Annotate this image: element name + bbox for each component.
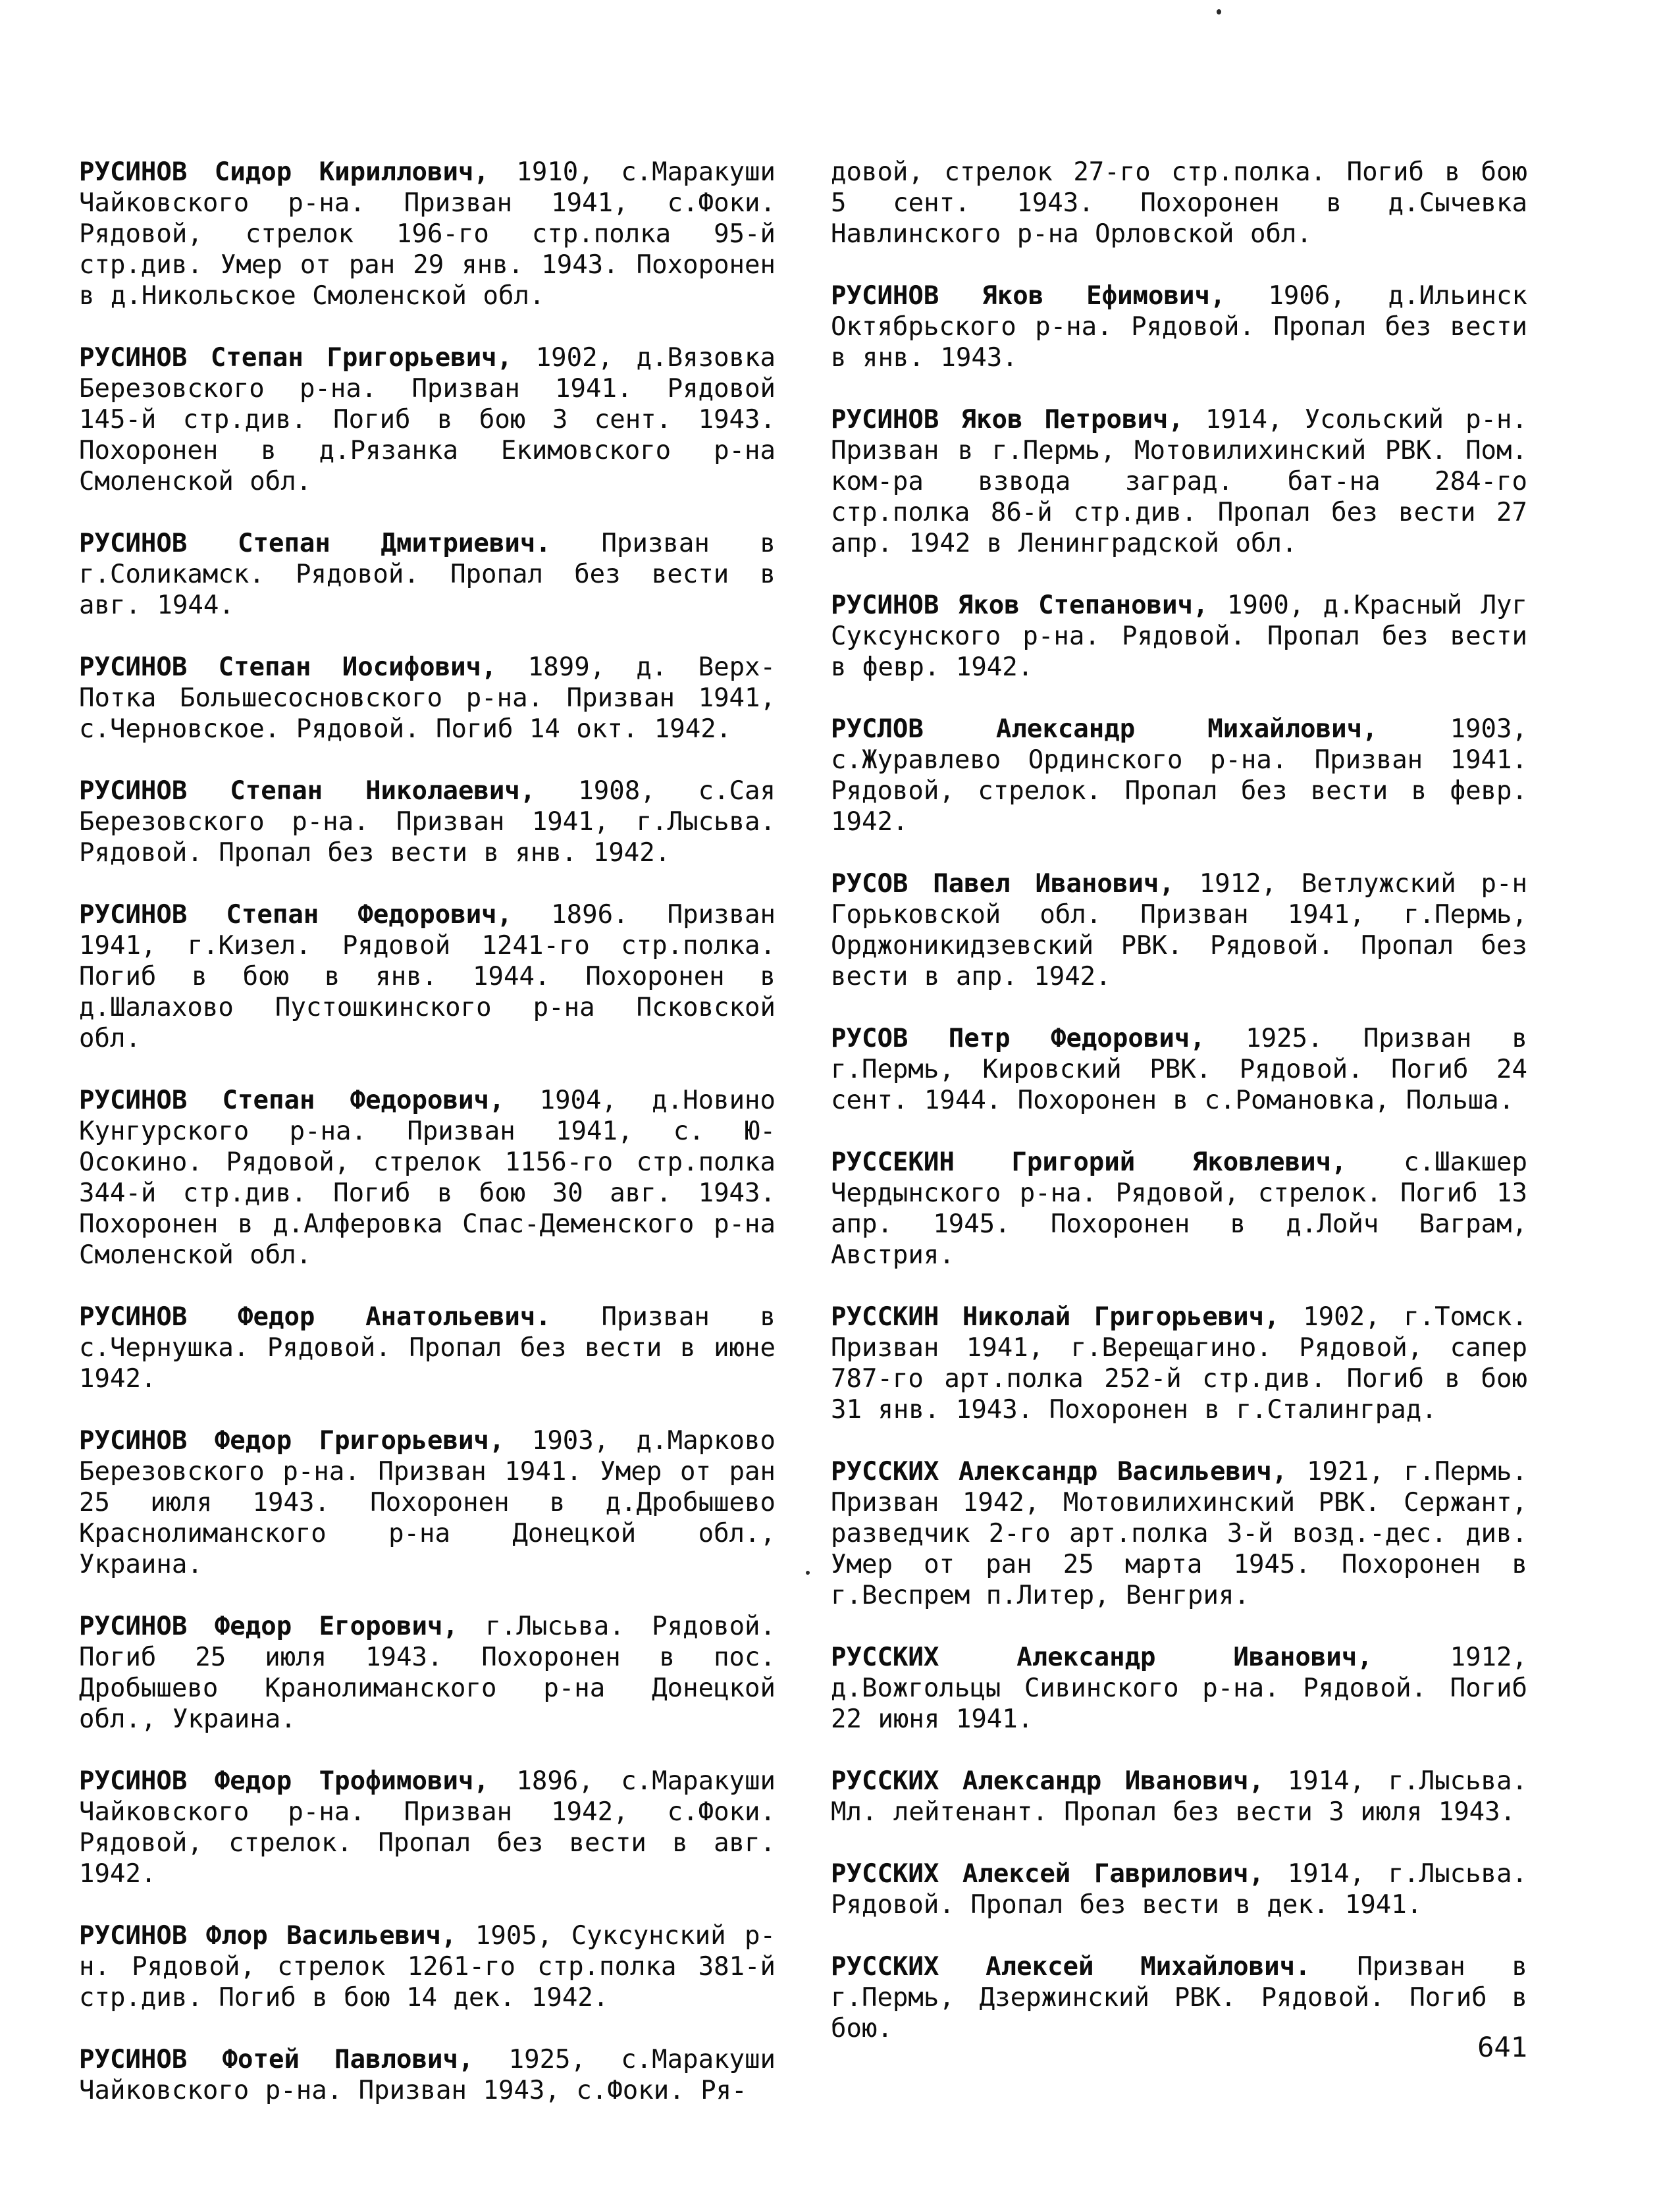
- entry-person-name: РУСИНОВ Степан Федорович,: [79, 900, 513, 930]
- memorial-entry: [831, 1302, 1527, 1425]
- memorial-entry: [831, 590, 1527, 683]
- entry-text: 1902, г.Томск. Призван 1941, г.Верещагино. Рядовой, сапер 787-го арт.полка 252-й стр.див. Погиб в бою 31 янв. 1943. Похоронен в г.Сталинград.: [831, 1302, 1527, 1425]
- memorial-entry: [79, 899, 776, 1054]
- entry-text: 1908, с.Сая Березовского р-на. Призван 1941, г.Лысьва. Рядовой. Пропал без вести в янв. 1942.: [79, 776, 776, 868]
- entry-text: 1914, г.Лысьва. Рядовой. Пропал без вести в дек. 1941.: [831, 1859, 1527, 1920]
- memorial-entry: [79, 652, 776, 745]
- memorial-entry: [79, 1920, 776, 2013]
- entry-text: с.Шакшер Чердынского р-на. Рядовой, стрелок. Погиб 13 апр. 1945. Похоронен в д.Лойч Ваграм, Австрия.: [831, 1147, 1527, 1270]
- entry-person-name: РУСИНОВ Фотей Павлович,: [79, 2045, 474, 2074]
- memorial-entry: [831, 1858, 1527, 1920]
- entry-text: 1906, д.Ильинск Октябрьского р-на. Рядовой. Пропал без вести в янв. 1943.: [831, 281, 1527, 373]
- entry-text: 1914, Усольский р-н. Призван в г.Пермь, Мотовилихинский РВК. Пом. ком-ра взвода заград. бат-на 284-го стр.полка 86-й стр.див. Пропал без вести 27 апр. 1942 в Ленинградской обл.: [831, 405, 1527, 558]
- memorial-entry: [831, 1147, 1527, 1271]
- entry-person-name: РУСОВ Павел Иванович,: [831, 869, 1174, 899]
- scan-speck: [1217, 9, 1221, 14]
- memorial-entry: [831, 1023, 1527, 1116]
- entry-person-name: РУССКИХ Алексей Михайлович.: [831, 1952, 1311, 1982]
- entry-text: 1914, г.Лысьва. Мл. лейтенант. Пропал без вести 3 июля 1943.: [831, 1766, 1527, 1827]
- entry-person-name: РУССКИН Николай Григорьевич,: [831, 1302, 1280, 1332]
- entry-person-name: РУСИНОВ Степан Григорьевич,: [79, 343, 513, 373]
- entry-person-name: РУСИНОВ Степан Иосифович,: [79, 652, 497, 682]
- memorial-entry: [831, 1766, 1527, 1828]
- memorial-entry: [79, 1085, 776, 1271]
- memorial-entry: [79, 2044, 776, 2106]
- memorial-entry: [79, 342, 776, 497]
- entry-text: 1904, д.Новино Кунгурского р-на. Призван 1941, с. Ю-Осокино. Рядовой, стрелок 1156-го стр.полка 344-й стр.див. Погиб в бою 30 авг. 1943. Похоронен в д.Алферовка Спас-Деменского р-на Смоленской обл.: [79, 1086, 776, 1270]
- entry-person-name: РУСИНОВ Федор Григорьевич,: [79, 1426, 505, 1456]
- entry-person-name: РУССЕКИН Григорий Яковлевич,: [831, 1147, 1347, 1177]
- memorial-entry: [831, 280, 1527, 373]
- memorial-entry: [831, 1456, 1527, 1611]
- entry-person-name: РУСИНОВ Яков Степанович,: [831, 591, 1209, 620]
- memorial-entry: [79, 157, 776, 311]
- memorial-entry: [79, 528, 776, 621]
- entry-person-name: РУСИНОВ Федор Егорович,: [79, 1612, 458, 1641]
- entry-text: 1896. Призван 1941, г.Кизел. Рядовой 1241-го стр.полка. Погиб в бою в янв. 1944. Похоронен в д.Шалахово Пустошкинского р-на Псковской обл.: [79, 900, 776, 1053]
- memorial-entry: [831, 404, 1527, 559]
- memorial-entry: [79, 1302, 776, 1394]
- memorial-entry: [79, 1611, 776, 1735]
- entry-person-name: РУСИНОВ Федор Анатольевич.: [79, 1302, 551, 1332]
- memorial-entry: [831, 868, 1527, 992]
- entry-person-name: РУСОВ Петр Федорович,: [831, 1024, 1205, 1053]
- entry-person-name: РУССКИХ Алексей Гаврилович,: [831, 1859, 1265, 1889]
- entry-text: 1905, Суксунский р-н. Рядовой, стрелок 1261-го стр.полка 381-й стр.див. Погиб в бою 14 дек. 1942.: [79, 1921, 776, 2013]
- entry-person-name: РУСИНОВ Яков Ефимович,: [831, 281, 1226, 311]
- entry-text: 1903, д.Марково Березовского р-на. Призван 1941. Умер от ран 25 июля 1943. Похоронен в д.Дробышево Краснолиманского р-на Донецкой обл., Украина.: [79, 1426, 776, 1579]
- entry-person-name: РУССКИХ Александр Васильевич,: [831, 1457, 1288, 1487]
- memorial-entry: [79, 1425, 776, 1580]
- memorial-entry: [831, 1951, 1527, 2044]
- entry-text: 1902, д.Вязовка Березовского р-на. Призван 1941. Рядовой 145-й стр.див. Погиб в бою 3 сент. 1943. Похоронен в д.Рязанка Екимовского р-на Смоленской обл.: [79, 343, 776, 496]
- memorial-entry: [79, 1766, 776, 1889]
- memorial-entry: [831, 714, 1527, 837]
- entry-text: 1910, с.Маракуши Чайковского р-на. Призван 1941, с.Фоки. Рядовой, стрелок 196-го стр.полка 95-й стр.див. Умер от ран 29 янв. 1943. Похоронен в д.Никольское Смоленской обл.: [79, 157, 776, 311]
- entry-person-name: РУСИНОВ Степан Николаевич,: [79, 776, 536, 806]
- right-text-column: [831, 157, 1527, 2044]
- entry-person-name: РУСИНОВ Степан Федорович,: [79, 1086, 505, 1115]
- entry-person-name: РУСИНОВ Степан Дмитриевич.: [79, 529, 551, 558]
- entry-text: 1912, д.Вожгольцы Сивинского р-на. Рядовой. Погиб 22 июня 1941.: [831, 1643, 1527, 1734]
- entry-text: 1899, д. Верх-Потка Большесосновского р-на. Призван 1941, с.Черновское. Рядовой. Погиб 14 окт. 1942.: [79, 652, 776, 744]
- entry-person-name: РУСИНОВ Яков Петрович,: [831, 405, 1184, 434]
- entry-person-name: РУСЛОВ Александр Михайлович,: [831, 714, 1378, 744]
- entry-text: Призван в г.Пермь, Дзержинский РВК. Рядовой. Погиб в бою.: [831, 1952, 1527, 2043]
- entry-text: г.Лысьва. Рядовой. Погиб 25 июля 1943. Похоронен в пос. Дробышево Кранолиманского р-на Донецкой обл., Украина.: [79, 1612, 776, 1734]
- scan-speck: [806, 1571, 810, 1575]
- entry-text: 1903, с.Журавлево Ординского р-на. Призван 1941. Рядовой, стрелок. Пропал без вести в февр. 1942.: [831, 714, 1527, 837]
- memorial-entry: [831, 1642, 1527, 1735]
- entry-person-name: РУСИНОВ Федор Трофимович,: [79, 1766, 489, 1796]
- entry-text: 1925. Призван в г.Пермь, Кировский РВК. Рядовой. Погиб 24 сент. 1944. Похоронен в с.Романовка, Польша.: [831, 1024, 1527, 1115]
- entry-person-name: РУСИНОВ Флор Васильевич,: [79, 1921, 457, 1951]
- entry-text: 1912, Ветлужский р-н Горьковской обл. Призван 1941, г.Пермь, Орджоникидзевский РВК. Рядовой. Пропал без вести в апр. 1942.: [831, 869, 1527, 991]
- entry-text: Призван в г.Соликамск. Рядовой. Пропал без вести в авг. 1944.: [79, 529, 776, 620]
- left-text-column: [79, 157, 776, 2106]
- entry-text: довой, стрелок 27-го стр.полка. Погиб в бою 5 сент. 1943. Похоронен в д.Сычевка Навлинского р-на Орловской обл.: [831, 157, 1527, 249]
- entry-person-name: РУССКИХ Александр Иванович,: [831, 1643, 1373, 1672]
- entry-text: 1925, с.Маракуши Чайковского р-на. Призван 1943, с.Фоки. Ря-: [79, 2045, 776, 2105]
- entry-text: 1921, г.Пермь. Призван 1942, Мотовилихинский РВК. Сержант, разведчик 2-го арт.полка 3-й возд.-дес. див. Умер от ран 25 марта 1945. Похоронен в г.Веспрем п.Литер, Венгрия.: [831, 1457, 1527, 1610]
- entry-text: 1900, д.Красный Луг Суксунского р-на. Рядовой. Пропал без вести в февр. 1942.: [831, 591, 1527, 682]
- memorial-entry: [831, 157, 1527, 250]
- memorial-entry: [79, 776, 776, 868]
- entry-text: Призван в с.Чернушка. Рядовой. Пропал без вести в июне 1942.: [79, 1302, 776, 1394]
- entry-person-name: РУСИНОВ Сидор Кириллович,: [79, 157, 489, 187]
- entry-text: 1896, с.Маракуши Чайковского р-на. Призван 1942, с.Фоки. Рядовой, стрелок. Пропал без вести в авг. 1942.: [79, 1766, 776, 1889]
- entry-person-name: РУССКИХ Александр Иванович,: [831, 1766, 1265, 1796]
- page-number: 641: [1477, 2031, 1527, 2063]
